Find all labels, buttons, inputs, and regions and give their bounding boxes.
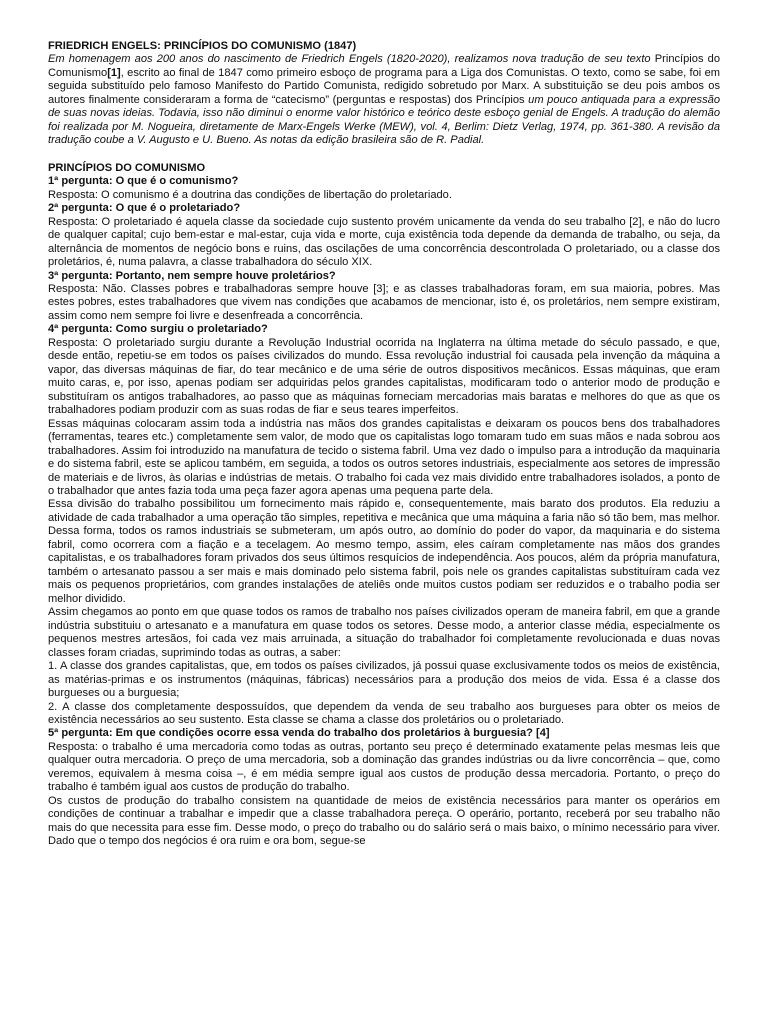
answer-2: Resposta: O proletariado é aquela classe da sociedade cujo sustento provém unicamente da venda do seu trabalho [2], e não do lucro de qualquer capital; cujo bem-estar e mal-estar, cuja vida e morte, cuja existência toda depende da demanda de trabalho, ou seja, da alternância de momentos de negócio bons e ruins, das oscilações de uma concorrência descontrolada O proletariado, ou a classe dos proletários, é, numa palavra, a classe trabalhadora do século XIX.: [48, 215, 720, 269]
answer-4-paragraph-1: Resposta: O proletariado surgiu durante a Revolução Industrial ocorrida na Inglaterra na última metade do século passado, e que, desde então, repetiu-se em todos os países civilizados do mundo. Essa revolução industrial foi causada pela invenção da máquina a vapor, das diversas máquinas de fiar, do tear mecânico e de uma série de outros dispositivos mecânicos. Essas máquinas, que eram muito caras, e, por isso, apenas podiam ser adquiridas pelos grandes capitalistas, modificaram todo o anterior modo de produção e substituíram os antigos trabalhadores, ao passo que as máquinas forneciam mercadorias mais baratas e melhores do que as que os trabalhadores podiam produzir com as suas rodas de fiar e seus teares imperfeitos.: [48, 336, 720, 417]
answer-3: Resposta: Não. Classes pobres e trabalhadoras sempre houve [3]; e as classes trabalhadoras foram, em sua maioria, pobres. Mas estes pobres, estes trabalhadores que vivem nas condições que acabamos de mencionar, isto é, os proletários, nem sempre existiram, assim como nem sempre foi livre e desenfreada a concorrência.: [48, 282, 720, 322]
section-title: PRINCÍPIOS DO COMUNISMO: [48, 161, 206, 174]
intro-text-c: , escrito ao final de 1847 como primeiro esboço de programa para a Liga dos Comunistas. O texto, como se sabe, foi em seguida substituído pelo famoso Manifesto do Partido Comunista, redigido sobretudo por Marx. A substituição se deu pois ambos os autores finalmente consideraram a forma de “catecismo” (perguntas e respostas) dos: [48, 66, 720, 106]
question-1: 1ª pergunta: O que é o comunismo?: [48, 175, 239, 188]
intro-text-a: Em homenagem aos 200 anos do nascimento de Friedrich Engels (1820-2020), realizamos nova tradução de seu texto: [48, 53, 655, 66]
answer-5-paragraph-2: Os custos de produção do trabalho consistem na quantidade de meios de existência necessários para manter os operários em condições de continuar a trabalhar e impedir que a classe trabalhadora pereça. O operário, portanto, receberá por seu trabalho não mais do que necessita para esse fim. Desse modo, o preço do trabalho ou do salário será o mais baixo, o mínimo necessário para viver. Dado que o tempo dos negócios é ora ruim e ora bom, segue-se: [48, 794, 720, 848]
answer-4-list-item-2: 2. A classe dos completamente despossuídos, que dependem da venda de seu trabalho aos burgueses para obter os meios de existência necessários ao seu sustento. Esta classe se chama a classe dos proletários ou o proletariado.: [48, 700, 720, 726]
footnote-link-1[interactable]: [1]: [107, 66, 121, 79]
answer-4-list-item-1: 1. A classe dos grandes capitalistas, que, em todos os países civilizados, já possui quase exclusivamente todos os meios de existência, as matérias-primas e os instrumentos (máquinas, fábricas) necessários para a produção dos meios de vida. Essa é a classe dos burgueses ou a burguesia;: [48, 660, 720, 700]
intro-work-short-title: Princípios: [475, 93, 525, 106]
answer-1: Resposta: O comunismo é a doutrina das condições de libertação do proletariado.: [48, 188, 452, 201]
question-3: 3ª pergunta: Portanto, nem sempre houve proletários?: [48, 269, 336, 282]
paragraph-gap: [48, 148, 720, 162]
intro-work-title: Princípios do Comunismo: [48, 53, 720, 79]
question-4: 4ª pergunta: Como surgiu o proletariado?: [48, 323, 268, 336]
intro-text-e: um pouco antiquada para a expressão de suas novas ideias. Todavia, isso não diminui o enorme valor histórico e teórico deste esboço genial de Engels. A tradução do alemão foi realizada por M. Nogueira, diretamente de Marx-Engels Werke (MEW), vol. 4, Berlim: Dietz Verlag, 1974, pp. 361-380. A revisão da tradução coube a V. Augusto e U. Bueno. As notas da edição brasileira são de R. Padial.: [48, 93, 720, 147]
answer-4-paragraph-3: Essa divisão do trabalho possibilitou um fornecimento mais rápido e, consequentemente, mais barato dos produtos. Ela reduziu a atividade de cada trabalhador a uma operação tão simples, repetitiva e mecânica que uma máquina a faria não só tão bem, mas melhor. Dessa forma, todos os ramos industriais se submeteram, um após outro, ao domínio do poder do vapor, da maquinaria e do sistema fabril, como ocorrera com a fiação e a tecelagem. Ao mesmo tempo, assim, eles caíram completamente nas mãos dos grandes capitalistas, e os trabalhadores foram privados dos seus últimos resquícios de independência. Aos poucos, além da própria manufatura, também o artesanato passou a ser mais e mais dominado pelo sistema fabril, pois nele os grandes capitalistas substituíram cada vez mais os pequenos proprietários, com grandes instalações de ateliês onde muitos custos podiam ser reduzidos e o trabalho podia ser melhor dividido.: [48, 498, 720, 605]
answer-5-paragraph-1: Resposta: o trabalho é uma mercadoria como todas as outras, portanto seu preço é determinado exatamente pelas mesmas leis que qualquer outra mercadoria. O preço de uma mercadoria, sob a dominação das grandes indústrias ou da livre concorrência – que, como veremos, equivalem à mesma coisa –, é em média sempre igual aos custos de produção dessa mercadoria. Portanto, o preço do trabalho é também igual aos custos de produção do trabalho.: [48, 740, 720, 794]
intro-paragraph: [48, 53, 720, 147]
document-page: [48, 40, 720, 849]
answer-4-paragraph-4: Assim chegamos ao ponto em que quase todos os ramos de trabalho nos países civilizados operam de maneira fabril, em que a grande indústria substituiu o artesanato e a manufatura em quase todos os setores. Desse modo, a anterior classe média, especialmente os pequenos mestres artesãos, foi cada vez mais arruinada, a situação do trabalhador foi completamente revolucionada e duas novas classes foram criadas, suprimindo todas as outras, a saber:: [48, 606, 720, 659]
document-title: FRIEDRICH ENGELS: PRINCÍPIOS DO COMUNISMO (1847): [48, 40, 357, 52]
question-2: 2ª pergunta: O que é o proletariado?: [48, 202, 241, 215]
question-5: 5ª pergunta: Em que condições ocorre essa venda do trabalho dos proletários à burguesia? [4]: [48, 727, 550, 740]
answer-4-paragraph-2: Essas máquinas colocaram assim toda a indústria nas mãos dos grandes capitalistas e deixaram os poucos bens dos trabalhadores (ferramentas, teares etc.) completamente sem valor, de modo que os capitalistas logo tomaram tudo em suas mãos e nada sobrou aos trabalhadores. Assim foi introduzido na manufatura de tecido o sistema fabril. Uma vez dado o impulso para a introdução da maquinaria e do sistema fabril, este se aplicou também, em seguida, a todos os outros setores industriais, especialmente aos setores de impressão de materiais e de livros, às olarias e indústrias de metais. O trabalho foi cada vez mais dividido entre trabalhadores isolados, a ponto de o trabalhador que antes fazia toda uma peça fazer agora apenas uma pequena parte dela.: [48, 417, 720, 497]
